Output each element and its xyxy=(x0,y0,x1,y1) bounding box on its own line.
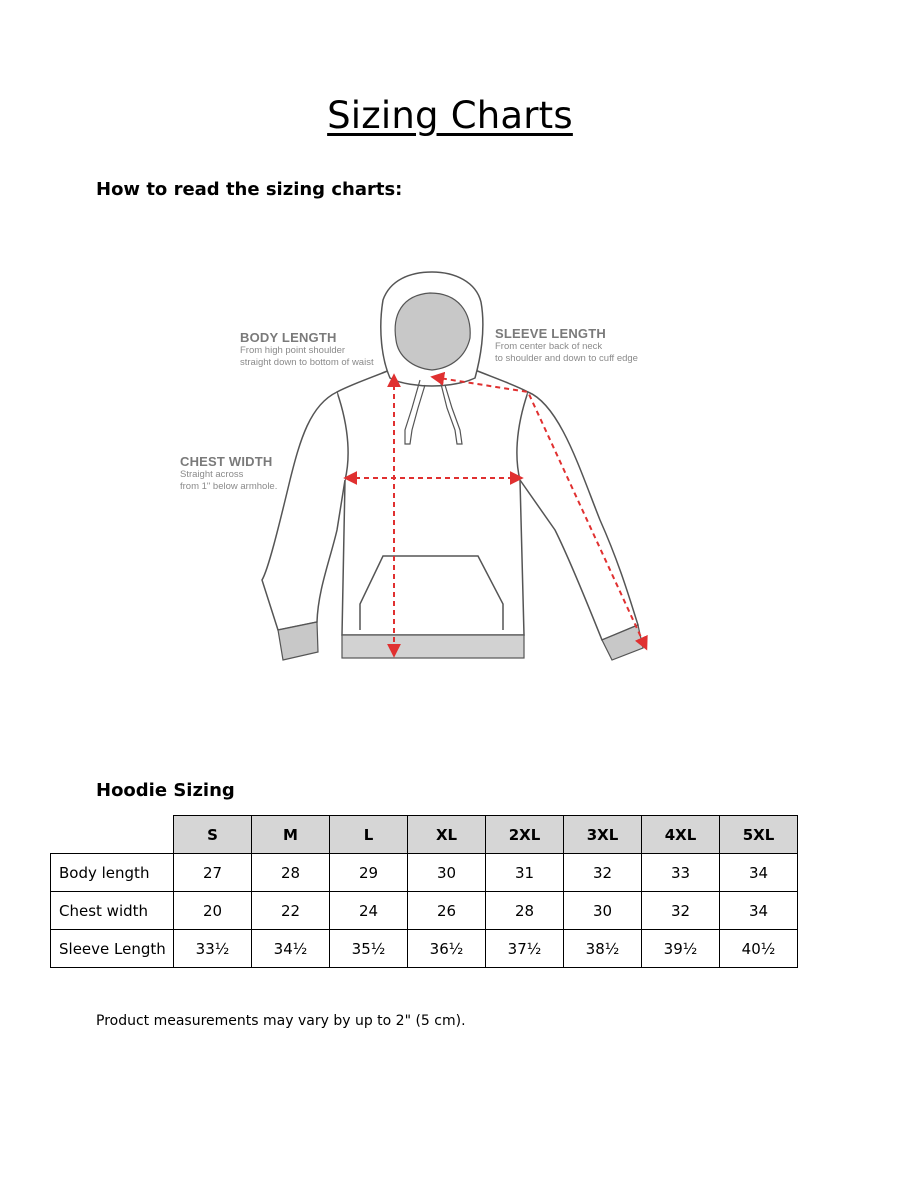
size-header: M xyxy=(252,816,330,854)
chest-width-label xyxy=(180,454,277,492)
row-label: Chest width xyxy=(51,892,174,930)
page-title: Sizing Charts xyxy=(327,94,573,137)
size-header: 2XL xyxy=(486,816,564,854)
table-cell: 26 xyxy=(408,892,486,930)
hoodie-sizing-heading: Hoodie Sizing xyxy=(96,780,235,801)
hoodie-left-sleeve xyxy=(262,392,345,630)
table-cell: 27 xyxy=(174,854,252,892)
hoodie-right-sleeve xyxy=(520,392,638,640)
size-header-row xyxy=(51,816,798,854)
size-table xyxy=(50,815,798,968)
table-cell: 37½ xyxy=(486,930,564,968)
body-length-desc-2: straight down to bottom of waist xyxy=(240,356,374,368)
hoodie-hood-inner xyxy=(395,293,470,370)
table-cell: 38½ xyxy=(564,930,642,968)
size-header: 3XL xyxy=(564,816,642,854)
table-cell: 30 xyxy=(564,892,642,930)
size-header: L xyxy=(330,816,408,854)
chest-width-title: CHEST WIDTH xyxy=(180,454,273,469)
sleeve-length-title: SLEEVE LENGTH xyxy=(495,326,606,341)
table-cell: 40½ xyxy=(720,930,798,968)
sleeve-length-desc-1: From center back of neck xyxy=(495,341,603,352)
size-header: 5XL xyxy=(720,816,798,854)
table-cell: 32 xyxy=(642,892,720,930)
sleeve-length-desc-2: to shoulder and down to cuff edge xyxy=(495,352,638,364)
chest-width-desc-2: from 1" below armhole. xyxy=(180,480,278,492)
table-cell: 39½ xyxy=(642,930,720,968)
table-cell: 34 xyxy=(720,854,798,892)
table-row xyxy=(51,854,798,892)
table-cell: 31 xyxy=(486,854,564,892)
measurement-note: Product measurements may vary by up to 2" (5 cm). xyxy=(96,1013,466,1029)
body-length-desc-1: From high point shoulder xyxy=(240,345,346,356)
hoodie-body xyxy=(337,370,528,635)
hoodie-waistband xyxy=(342,635,524,658)
row-label: Sleeve Length xyxy=(51,930,174,968)
table-row xyxy=(51,892,798,930)
table-cell: 30 xyxy=(408,854,486,892)
body-length-label xyxy=(240,330,374,368)
table-cell: 35½ xyxy=(330,930,408,968)
chest-width-desc-1: Straight across xyxy=(180,469,244,480)
table-cell: 32 xyxy=(564,854,642,892)
table-cell: 33½ xyxy=(174,930,252,968)
table-corner xyxy=(51,816,174,854)
table-cell: 24 xyxy=(330,892,408,930)
table-cell: 33 xyxy=(642,854,720,892)
table-cell: 29 xyxy=(330,854,408,892)
table-row xyxy=(51,930,798,968)
table-cell: 34 xyxy=(720,892,798,930)
how-to-heading: How to read the sizing charts: xyxy=(96,179,403,200)
sleeve-length-label xyxy=(495,326,638,364)
table-cell: 34½ xyxy=(252,930,330,968)
table-cell: 36½ xyxy=(408,930,486,968)
table-cell: 22 xyxy=(252,892,330,930)
size-header: 4XL xyxy=(642,816,720,854)
table-cell: 28 xyxy=(252,854,330,892)
size-header: XL xyxy=(408,816,486,854)
size-header: S xyxy=(174,816,252,854)
table-cell: 28 xyxy=(486,892,564,930)
table-cell: 20 xyxy=(174,892,252,930)
body-length-title: BODY LENGTH xyxy=(240,330,337,345)
row-label: Body length xyxy=(51,854,174,892)
